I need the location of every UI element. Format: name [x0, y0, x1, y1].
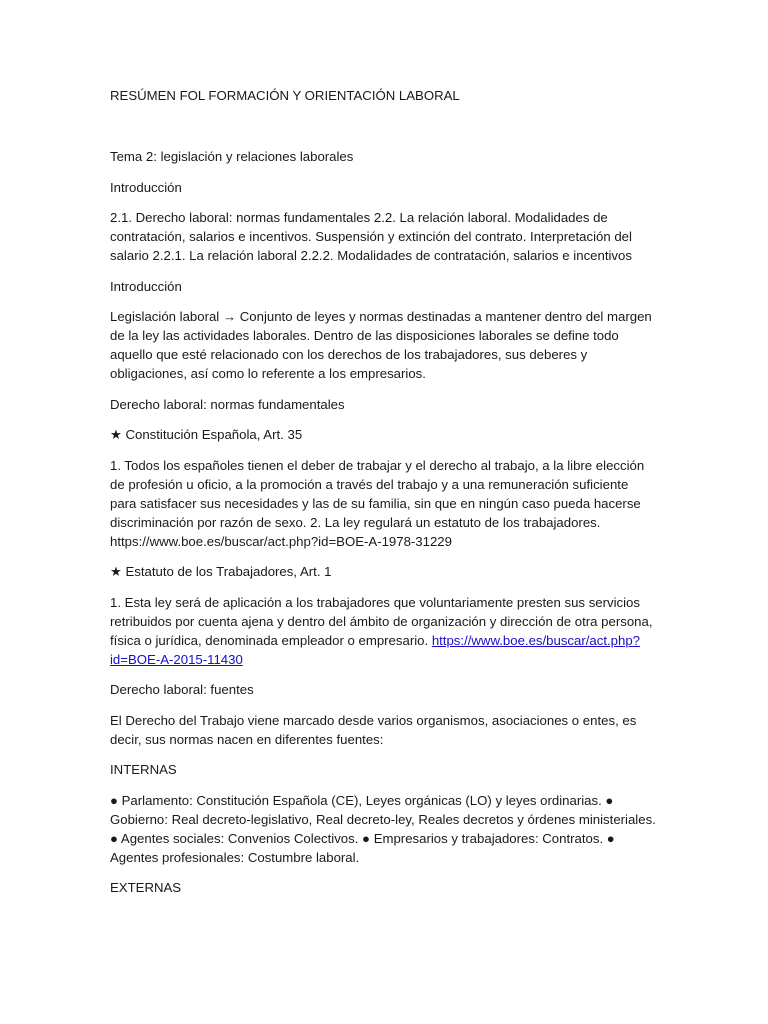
table-of-contents-paragraph: 2.1. Derecho laboral: normas fundamentales 2.2. La relación laboral. Modalidades de contratación, salarios e incentivos. Suspensión y extinción del contrato. Interpretación del salario 2.2.1. La relación laboral 2.2.2. Modalidades de contratación, salarios e incentivos	[110, 210, 632, 263]
intro-heading-second: Introducción	[110, 278, 182, 294]
sources-paragraph: El Derecho del Trabajo viene marcado desde varios organismos, asociaciones o entes, es decir, sus normas nacen en diferentes fuentes:	[110, 712, 637, 747]
constitution-paragraph: 1. Todos los españoles tienen el deber de trabajar y el derecho al trabajo, a la libre elección de profesión u oficio, a la promoción a través del trabajo y a una remuneración suficiente para satisfacer sus necesidades y las de su familia, sin que en ningún caso pueda hacerse discriminación por razón de sexo. 2. La ley regulará un estatuto de los trabajadores. https://www.boe.es/buscar/act.php?id=BOE-A-1978-31229	[110, 457, 645, 549]
document-title: RESÚMEN FOL FORMACIÓN Y ORIENTACIÓN LABORAL	[110, 88, 460, 103]
topic-heading: Tema 2: legislación y relaciones laborales	[110, 149, 354, 164]
internal-heading: INTERNAS	[110, 762, 177, 777]
document-page	[110, 86, 658, 909]
constitution-heading: ★ Constitución Española, Art. 35	[110, 427, 303, 442]
boe-statute-link[interactable]: https://www.boe.es/buscar/act.php?id=BOE-A-2015-11430	[110, 632, 640, 667]
statute-heading: ★ Estatuto de los Trabajadores, Art. 1	[110, 564, 332, 579]
statute-paragraph	[110, 593, 658, 669]
internal-sources-list: ● Parlamento: Constitución Española (CE), Leyes orgánicas (LO) y leyes ordinarias. ● Gobierno: Real decreto-legislativo, Real decreto-ley, Reales decretos y órdenes ministeriales. ● Agentes sociales: Convenios Colectivos. ● Empresarios y trabajadores: Contratos. ● Agentes profesionales: Costumbre laboral.	[110, 792, 656, 865]
intro-heading: Introducción	[110, 179, 182, 195]
sources-heading: Derecho laboral: fuentes	[110, 682, 254, 697]
external-heading: EXTERNAS	[110, 880, 182, 895]
statute-text: 1. Esta ley será de aplicación a los trabajadores que voluntariamente presten sus servicios retribuidos por cuenta ajena y dentro del ámbito de organización y dirección de otra persona, física o jurídica, denominada empleador o empresario.	[110, 594, 653, 648]
fundamentals-heading: Derecho laboral: normas fundamentales	[110, 396, 345, 412]
legislation-paragraph: Legislación laboral → Conjunto de leyes y normas destinadas a mantener dentro del margen de la ley las actividades laborales. Dentro de las disposiciones laborales se define todo aquello que esté relacionado con los derechos de los trabajadores, sus deberes y obligaciones, así como lo referente a los empresarios.	[110, 309, 652, 381]
